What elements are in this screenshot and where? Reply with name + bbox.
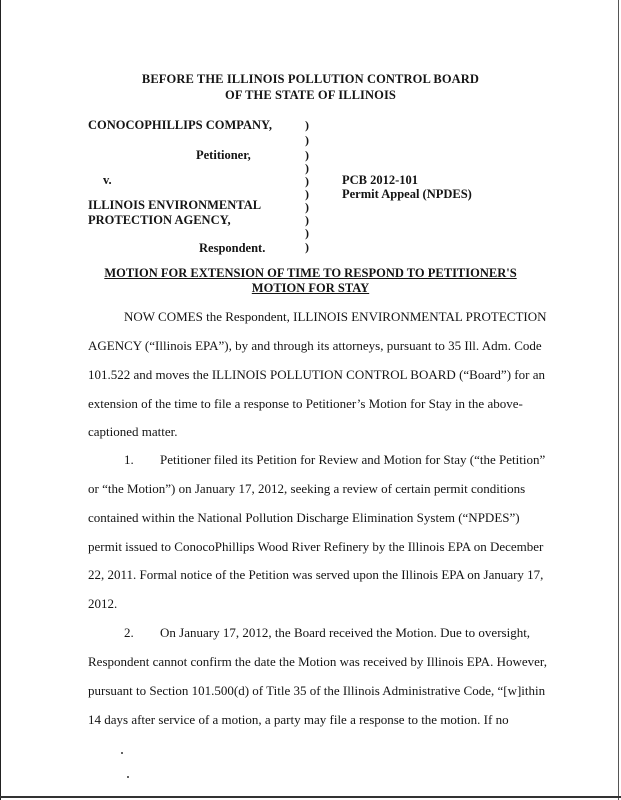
body-line: Petitioner filed its Petition for Review and Motion for Stay (“the Petition” [160, 452, 546, 467]
body-line: 14 days after service of a motion, a party may file a response to the motion. If no [88, 712, 509, 727]
case-type: Permit Appeal (NPDES) [342, 187, 472, 201]
caption-paren: ) [305, 148, 309, 162]
caption-paren: ) [305, 133, 309, 147]
court-name: BEFORE THE ILLINOIS POLLUTION CONTROL BOARD [141, 72, 480, 86]
petitioner-role: Petitioner, [196, 148, 251, 162]
body-line: NOW COMES the Respondent, ILLINOIS ENVIRONMENTAL PROTECTION [124, 309, 547, 324]
caption-paren: ) [305, 187, 309, 201]
caption-paren: ) [305, 161, 309, 175]
body-line: 2012. [88, 596, 118, 611]
caption-paren: ) [305, 174, 309, 188]
scan-speck [127, 776, 129, 778]
motion-title-line2: MOTION FOR STAY [251, 281, 370, 295]
body-line: AGENCY (“Illinois EPA”), by and through its attorneys, pursuant to 35 Ill. Adm. Code [88, 338, 542, 353]
caption-paren: ) [305, 226, 309, 240]
respondent-role: Respondent. [199, 241, 266, 255]
scan-edge-right [618, 0, 619, 800]
body-line: contained within the National Pollution Discharge Elimination System (“NPDES”) [88, 510, 520, 525]
respondent-name-line2: PROTECTION AGENCY, [88, 213, 231, 227]
body-line: On January 17, 2012, the Board received the Motion. Due to oversight, [160, 625, 531, 640]
body-line: captioned matter. [88, 424, 178, 439]
body-line: 101.522 and moves the ILLINOIS POLLUTION CONTROL BOARD (“Board”) for an [88, 367, 545, 382]
body-line: permit issued to ConocoPhillips Wood River Refinery by the Illinois EPA on December [88, 539, 544, 554]
motion-title-line1: MOTION FOR EXTENSION OF TIME TO RESPOND TO PETITIONER'S [104, 266, 517, 280]
body-line: Respondent cannot confirm the date the Motion was received by Illinois EPA. However, [88, 654, 547, 669]
body-line: 22, 2011. Formal notice of the Petition was served upon the Illinois EPA on January 17, [88, 567, 544, 582]
petitioner-name: CONOCOPHILLIPS COMPANY, [88, 118, 273, 132]
body-line: or “the Motion”) on January 17, 2012, seeking a review of certain permit conditions [88, 481, 526, 496]
paragraph-number: 1. [124, 452, 134, 467]
caption-paren: ) [305, 118, 309, 132]
court-state: OF THE STATE OF ILLINOIS [225, 88, 396, 102]
paragraph-number: 2. [124, 625, 134, 640]
body-line: extension of the time to file a response to Petitioner’s Motion for Stay in the above- [88, 396, 523, 411]
case-number: PCB 2012-101 [342, 173, 419, 187]
scan-edge-left [0, 0, 1, 800]
scan-edge-bottom [0, 796, 621, 798]
respondent-name-line1: ILLINOIS ENVIRONMENTAL [88, 198, 262, 212]
scan-speck [121, 752, 123, 754]
versus: v. [103, 173, 112, 187]
caption-paren: ) [305, 200, 309, 214]
caption-paren: ) [305, 240, 309, 254]
body-line: pursuant to Section 101.500(d) of Title 35 of the Illinois Administrative Code, “[w]ithin [88, 683, 546, 698]
caption-paren: ) [305, 213, 309, 227]
